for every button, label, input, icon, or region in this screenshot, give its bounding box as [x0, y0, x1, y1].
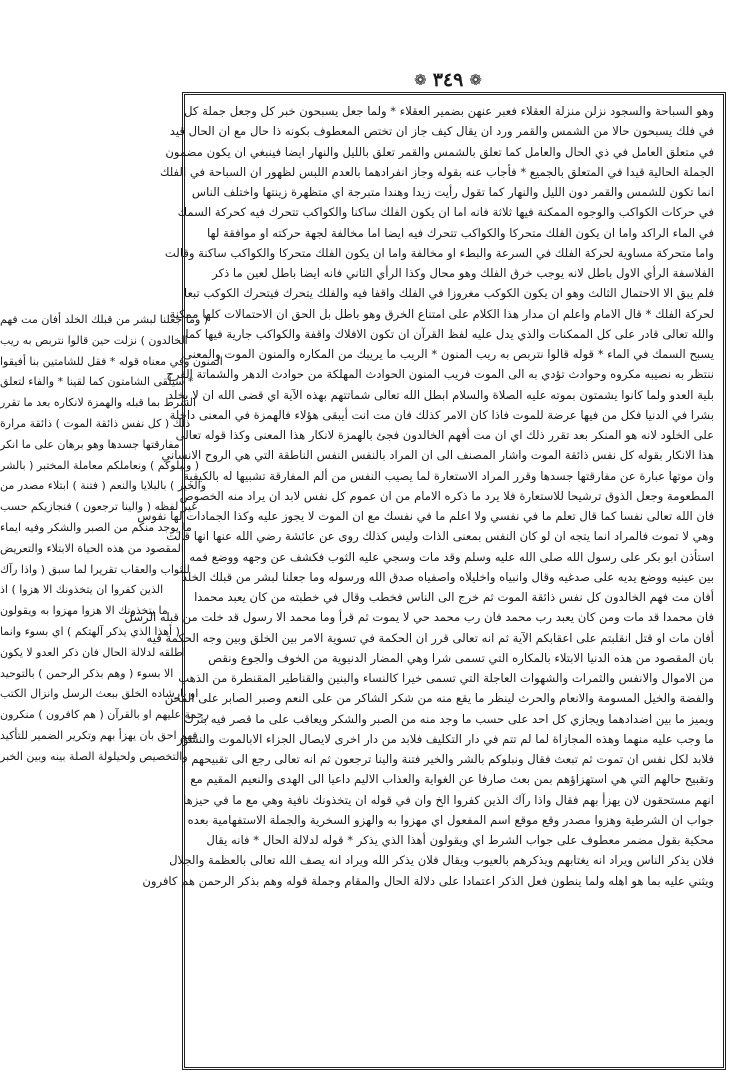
text-line: بلية العدو ولما كانوا يشمتون بموته عليه الصلاة والسلام ابطل الله تعالى شماتتهم بهذه الآية اي قضى الله ان لا يخلد	[167, 387, 714, 402]
text-line: الجملة الحالية قيدا في المتعلق بالجميع * فأجاب عنه بقوله وجاز انفرادهما بالعدم اللبس لظهور ان السباحة في الفلك	[159, 164, 714, 179]
text-line: ما وجب عليه منهما وهذه المجازاة لما لم تتم في دار التكليف فلابد من دار اخرى لايصال الجزاء الابالموت والنشور	[177, 731, 714, 746]
text-line: ( أهذا الذي يذكر آلهتكم ) اي بسوء وانما	[0, 624, 180, 638]
ornament-icon: ❁	[414, 70, 427, 89]
text-line: ما يوجد منكم من الصبر والشكر وفيه ايماء	[0, 520, 192, 534]
page-header	[388, 66, 508, 94]
text-line: وتقبيح حالهم التي هي استهزاؤهم بمن بعث صارفا عن الغواية والعذاب الاليم داعيا الى الهدى والنعيم المقيم مع	[190, 772, 714, 787]
text-line: من الاموال والانفس والثمرات والشهوات العاجلة التي تسمى خيرا كالنساء والبنين والقناطير المقنطرة من الذهب	[178, 671, 714, 685]
text-line: انما تكون للشمس والقمر دون الليل والنهار كما تقول رأيت زيدا وهندا متبرجة اي متظهرة زينتها واختلف الناس	[191, 185, 714, 199]
text-line: والتخصيص ولحيلولة الصلة بينه وبين الخبر	[0, 749, 188, 763]
text-line: فلابد لكل نفس ان تموت ثم تبعث فقال ونبلوكم بالشر والخير فتنة والينا ترجعون ثم انه تعالى رجع الى تقبيحهم	[191, 752, 714, 766]
text-line: اطلقه لدلالة الحال فان ذكر العدو لا يكون	[0, 645, 186, 659]
text-line: ( وما جعلنا لبشر من قبلك الخلد أفان مت فهم	[0, 313, 209, 326]
text-line: الفلاسفة الرأي الاول باطل لانه يوجب خرق الفلك وهو محال وكذا الرأي الثاني فانه ايضا باطل لعين ما ذكر	[212, 266, 714, 280]
text-line: الخالدون ) نزلت حين قالوا نتربص به ريب	[0, 333, 188, 347]
text-line: بشرا في الدنيا فكل من فيها عرضة للموت فاذا كان الامر كذلك فان مت انت أيبقى هؤلاء فالهمزة في المعنى داخلة	[169, 407, 714, 422]
text-line: هذا الانكار بقوله كل نفس ذائقة الموت واشار المصنف الى ان المراد بالنفس النفس الناطقة التي هي الروح الانساني	[161, 448, 714, 463]
text-line: محكية بقول مضمر معطوف على جواب الشرط اي ويقولون أهذا الذي يذكر * قوله لدلالة الحال * فانه يقال	[206, 833, 714, 847]
text-line: المقصود من هذه الحياة الابتلاء والتعريض	[0, 541, 184, 555]
text-line: وهو السباحة والسجود نزلن منزلة العقلاء فعبر عنهن بضمير العقلاء * ولما جعل يسبحون خبر كل وجعل جملة كل	[184, 104, 714, 118]
text-line: جواب ان الشرطية وهزوا مصدر وقع موقع اسم المفعول اي مهزوا به والهزو السخرية والجملة الاستفهامية بعده	[187, 812, 714, 827]
text-line: أفان مات او قتل انقلبتم على اعقابكم الآية ثم انه تعالى قرر ان الحكمة في تسوية الامر بين الخلق وبين وجه الحكمة فيه	[146, 630, 714, 645]
text-line: الشرط بما قبله والهمزة لانكاره بعد ما تقرر	[0, 396, 197, 410]
text-line: فان الله تعالى نفسا كما قال تعلم ما في نفسي ولا اعلم ما في نفسك مع ان الموت لا يجوز عليه وكذا الجمادات لها نفوس	[137, 509, 714, 523]
text-line: وهي لا تموت فالمراد انما يتجه ان لو كان النفس بمعنى الذات وليس كذلك روى عن عائشة رضي الله عنها انها قالت	[166, 529, 714, 544]
text-line: ويثني عليه بما هو اهله ولما ينطون فعل الذكر اعتمادا على دلالة الحال والمقام وجملة قوله وهم بذكر الرحمن هم كافرون	[142, 873, 714, 888]
text-line: بان المقصود من هذه الدنيا الابتلاء بالمكاره التي تسمى شرا وهي المضار الدنيوية من الخوف والجوع ونقص	[208, 650, 714, 665]
text-line: للثواب والعقاب تقريرا لما سبق ( واذا رآك	[0, 562, 190, 576]
text-line: او بارشاده الخلق ببعث الرسل وانزال الكتب	[0, 687, 199, 701]
text-line: في متعلق العامل في ذي الحال والعامل كما تعلق بالشمس والقمر تعلق بالليل والنهار ايضا فينبغي ان يكون مضمون	[165, 144, 714, 159]
text-line: أفان مت فهم الخالدون كل نفس ذائقة الموت ثم خرج الى الناس فخطب وقال في خطبته من كان يعبد محمدا	[194, 590, 714, 604]
text-line: رحمة عليهم او بالقرآن ( هم كافرون ) منكرون	[0, 708, 209, 722]
side-commentary-text	[0, 310, 480, 768]
text-line: يسبح السمك في الماء * قوله قالوا نتربص به ريب المنون * الريب ما يريبك من المكاره والمنون الموت والمعنى	[182, 347, 714, 361]
text-line: ويميز ما بين اضدادهما ويجازي كل احد على حسب ما وجد منه من الصبر والشكر ويعاقب على ما قصر فيه بترك	[184, 711, 714, 726]
text-line: انهم مستحقون لان يهزأ بهم فقال واذا رآك الذين كفروا الخ وان في قوله ان يتخذونك نافية وهي مع ما في حيزها	[183, 792, 714, 807]
text-line: وان موتها عبارة عن مفارقتها جسدها وقرر المراد الاستعارة لما يصيب النفس من ألم المفارقة تشبيها له بالكيفية	[183, 468, 714, 483]
text-line: ننتظر به نصيبه مكروه وحوادث تؤدي به الى الموت فريب المنون الحوادث المهلكة من حوادث الدهر والشماتة الفرح	[166, 367, 714, 382]
text-line: استأذن ابو بكر على رسول الله صلى الله عليه وسلم وقد مات وسجي عليه الثوب فكشف عن وجهه ووضع فمه	[189, 549, 714, 564]
text-line: المنون وفي معناه قوله * فقل للشامتين بنا أفيقوا	[0, 354, 223, 368]
text-line: غير لفظه ( والينا ترجعون ) فنجازيكم حسب	[0, 500, 197, 514]
text-line: واما متحركة مساوية لحركة الفلك في السرعة والبطء او مخالفة واما ان يكون الفلك متحركا والكواكب ساكنة وقالت	[164, 245, 714, 260]
text-line: على الخلود لانه هو المنكر بعد تقرر ذلك اي ان مت أفهم الخالدون فجئ بالهمزة لانكار هذا المعنى وكذا قوله تعالى	[175, 428, 714, 442]
text-line: فان محمدا قد مات ومن كان يعبد رب محمد فان رب محمد حي لا يموت ثم قرأ وما محمد الا رسول قد خلت من قبله الرسل	[124, 610, 714, 625]
text-line: ( ونبلوكم ) ونعاملكم معاملة المختبر ( بالشر	[0, 458, 200, 472]
page-number: ٣٤٩	[432, 68, 464, 91]
text-line: مفارقتها جسدها وهو برهان على ما انكر	[0, 437, 180, 451]
text-line: في فلك يسبحون حالا من الشمس والقمر ورد ان يقال كيف جاز ان تختص المعطوف بكونه ذا حال مع ان الحال قيد	[169, 124, 714, 139]
text-line: فهم احق بان يهزأ بهم وتكرير الضمير للتأكيد	[0, 728, 198, 742]
text-line: الذين كفروا ان يتخذونك الا هزوا ) اذ	[0, 583, 164, 597]
text-line: الا بسوء ( وهم بذكر الرحمن ) بالتوحيد	[0, 666, 174, 680]
text-line: والفضة والخيل المسومة والانعام والحرث لينظر ما يقع منه من شكر الشاكر من على النعم وصبر الصابر على المحن	[164, 691, 714, 706]
text-line: في حركات الكواكب والوجوه الممكنة فيها ثلاثة فانه اما ان يكون الفلك ساكنا والكواكب تتحرك فيه كحركة السمك	[177, 205, 714, 220]
text-line: ما يتخذونك الا هزوا مهزوا به ويقولون	[0, 604, 168, 618]
text-line: في الماء الراكد واما ان يكون الفلك متحركا والكواكب تتحرك فيه ايضا اما مخالفة لجهة حركته او موافقة لها	[206, 225, 714, 240]
text-line: بين عينيه ووضع يديه على صدغيه وقال وانبياه واخليلاه واصفياه صدق الله ورسوله وما جعلنا لبشر من قبلك الخلد	[181, 569, 714, 584]
text-line: لحركة الفلك * قال الامام واعلم ان مدار هذا الكلام على امتناع الخرق وهو باطل بل الحق ان الاحتمالات كلها ممكنة	[169, 306, 714, 321]
text-line: * سيلقى الشامتون كما لقينا * والفاء لتعلق	[0, 375, 194, 389]
text-line: فلم يبق الا الاحتمال الثالث وهو ان يكون الكوكب مغروزا في الفلك واقفا فيه والفلك يتحرك فيتحرك الكوكب تبعا	[183, 286, 714, 301]
text-line: ذلك ( كل نفس ذائقة الموت ) ذائقة مرارة	[0, 416, 191, 430]
text-line: والخير ) بالبلايا والنعم ( فتنة ) ابتلاء مصدر من	[0, 479, 207, 493]
side-text-column	[0, 310, 223, 912]
ornament-icon: ❁	[469, 70, 482, 89]
text-line: فلان يذكر الناس ويراد انه يغتابهم ويذكرهم بالعيوب ويقال فلان يذكر الله ويراد انه يصف الله تعالى بالعظمة والجلال	[169, 853, 714, 868]
text-line: والله تعالى قادر على كل الممكنات والذي يدل عليه لفظ القرآن ان تكون الافلاك واقفة والكواكب جارية فيها كما	[185, 326, 714, 341]
text-line: المطعومة وجعل الذوق ترشيحا للاستعارة فلا يرد ما ذكره الامام من ان عموم كل نفس لابد ان يراد منه الخصوص	[179, 488, 714, 503]
